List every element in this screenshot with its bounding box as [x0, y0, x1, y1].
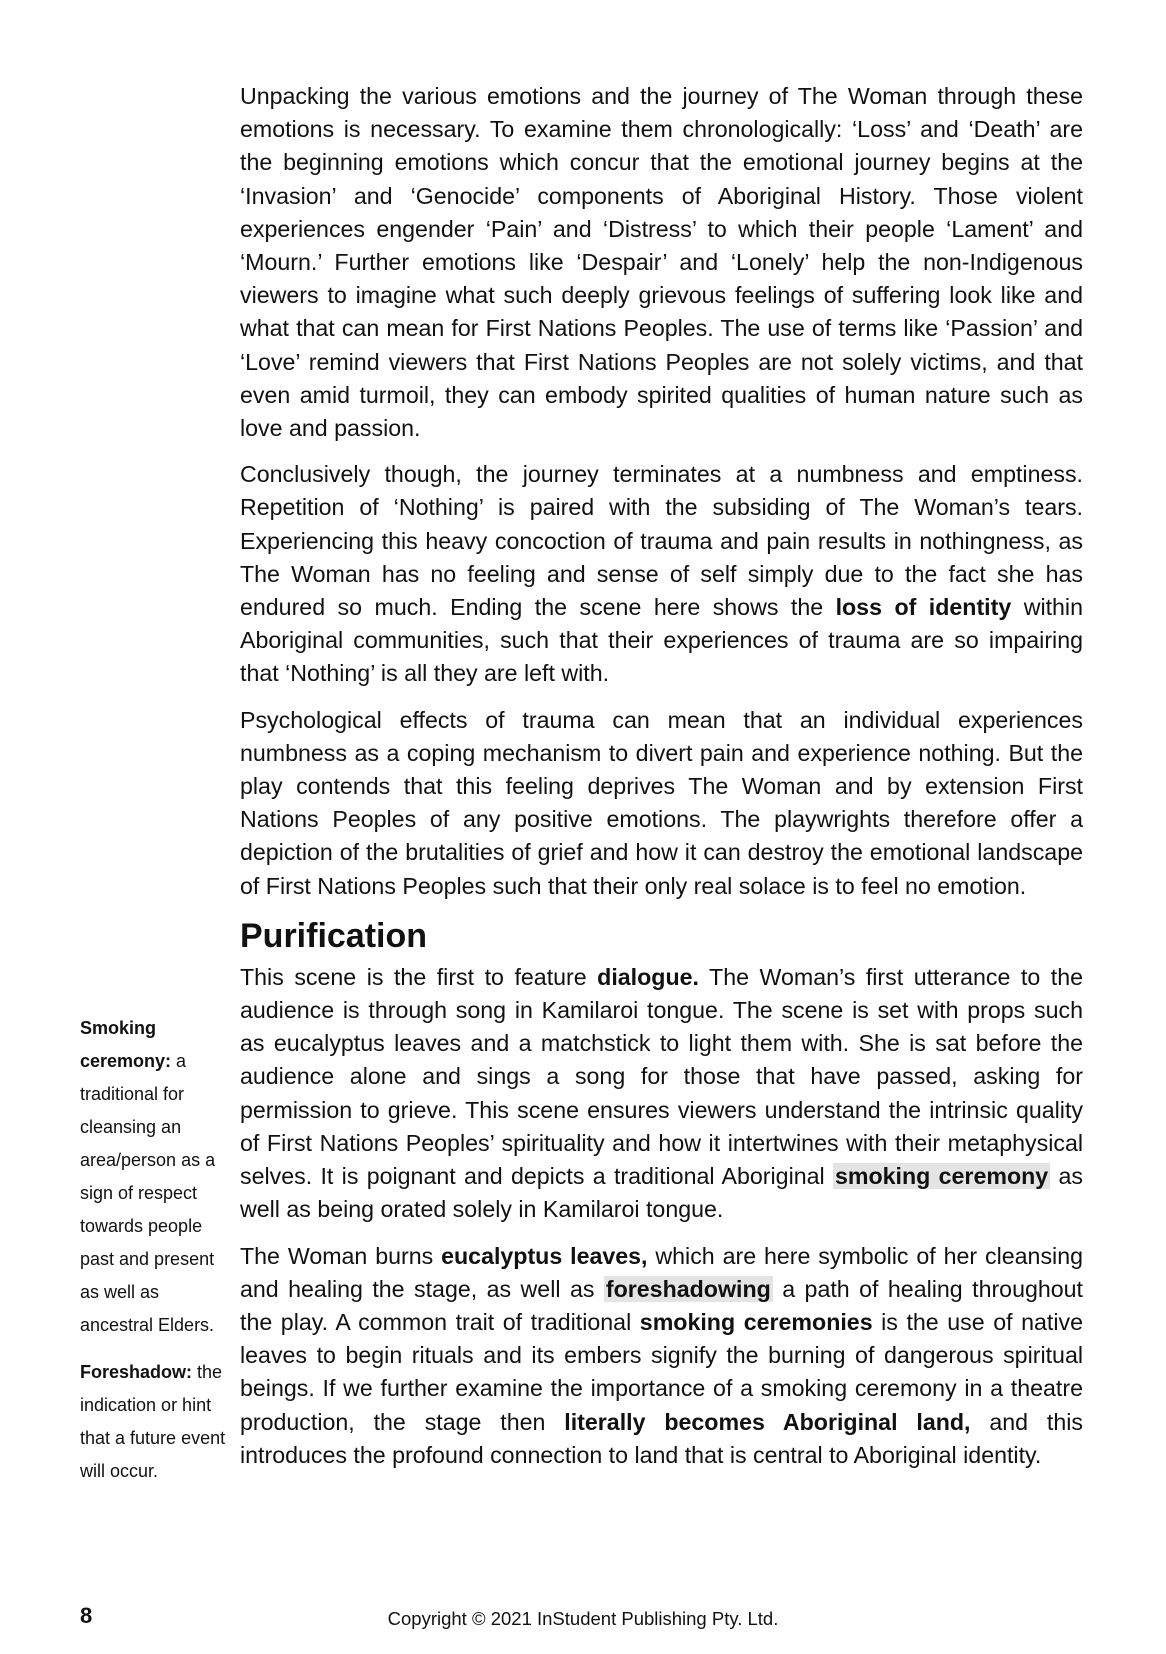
paragraph-conclusion: Conclusively though, the journey terminates at a numbness and emptiness. Repetition of ‘Nothing’ is paired with the subsiding of The Woman’s tears. Experiencing this heavy concoction of trauma and pain results in nothingness, as The Woman has no feeling and sense of self simply due to the fact she has endured so much. Ending the scene here shows the loss of identity within Aboriginal communities, such that their experiences of trauma are so impairing that ‘Nothing’ is all they are left with.: [240, 461, 1083, 687]
emphasis-aboriginal-land: literally becomes Aboriginal land,: [564, 1408, 971, 1435]
main-content: [240, 80, 1083, 1485]
glossary-definition: a traditional for cleansing an area/person as a sign of respect towards people past and present as well as ancestral Elders.: [80, 1051, 216, 1335]
paragraph-emotions: Unpacking the various emotions and the journey of The Woman through these emotions is necessary. To examine them chronologically: ‘Loss’ and ‘Death’ are the beginning emotions which concur that the emotional journey begins at the ‘Invasion’ and ‘Genocide’ components of Aboriginal History. Those violent experiences engender ‘Pain’ and ‘Distress’ to which their people ‘Lament’ and ‘Mourn.’ Further emotions like ‘Despair’ and ‘Lonely’ help the non-Indigenous viewers to imagine what such deeply grievous feelings of suffering look like and what that can mean for First Nations Peoples. The use of terms like ‘Passion’ and ‘Love’ remind viewers that First Nations Peoples are not solely victims, and that even amid turmoil, they can embody spirited qualities of human nature such as love and passion.: [240, 83, 1083, 442]
glossary-term-foreshadowing: foreshadowing: [605, 1275, 771, 1302]
glossary-term: Smoking ceremony:: [80, 1018, 172, 1071]
emphasis-eucalyptus-leaves: eucalyptus leaves,: [441, 1242, 648, 1269]
glossary-definition: the indication or hint that a future event will occur.: [80, 1362, 226, 1481]
glossary-entry-smoking-ceremony: [80, 1012, 232, 1342]
emphasis-loss-of-identity: loss of identity: [835, 594, 1012, 621]
paragraph-purification-2: The Woman burns eucalyptus leaves, which are here symbolic of her cleansing and healing the stage, as well as foreshadowing a path of healing throughout the play. A common trait of traditional smoking ceremonies is the use of native leaves to begin rituals and its embers signify the burning of dangerous spiritual beings. If we further examine the importance of a smoking ceremony in a theatre production, the stage then literally becomes Aboriginal land, and this introduces the profound connection to land that is central to Aboriginal identity.: [240, 1242, 1084, 1468]
emphasis-smoking-ceremonies: smoking ceremonies: [639, 1308, 873, 1335]
glossary-entry-foreshadow: [80, 1356, 232, 1488]
emphasis-dialogue: dialogue.: [597, 963, 699, 990]
copyright-notice: Copyright © 2021 InStudent Publishing Pty. Ltd.: [387, 1608, 779, 1629]
section-heading: Purification: [240, 916, 428, 955]
glossary-sidebar: [80, 1012, 232, 1502]
page-number: 8: [80, 1603, 93, 1628]
paragraph-psychological: Psychological effects of trauma can mean that an individual experiences numbness as a coping mechanism to divert pain and experience nothing. But the play contends that this feeling deprives The Woman and by extension First Nations Peoples of any positive emotions. The playwrights therefore offer a depiction of the brutalities of grief and how it can destroy the emotional landscape of First Nations Peoples such that their only real solace is to feel no emotion.: [240, 706, 1083, 899]
paragraph-purification-1: This scene is the first to feature dialogue. The Woman’s first utterance to the audience is through song in Kamilaroi tongue. The scene is set with props such as eucalyptus leaves and a matchstick to light them with. She is sat before the audience alone and sings a song for those that have passed, asking for permission to grieve. This scene ensures viewers understand the intrinsic quality of First Nations Peoples’ spirituality and how it intertwines with their metaphysical selves. It is poignant and depicts a traditional Aboriginal smoking ceremony as well as being orated solely in Kamilaroi tongue.: [240, 963, 1084, 1223]
glossary-term-smoking-ceremony: smoking ceremony: [834, 1163, 1049, 1190]
glossary-term: Foreshadow:: [80, 1362, 193, 1382]
